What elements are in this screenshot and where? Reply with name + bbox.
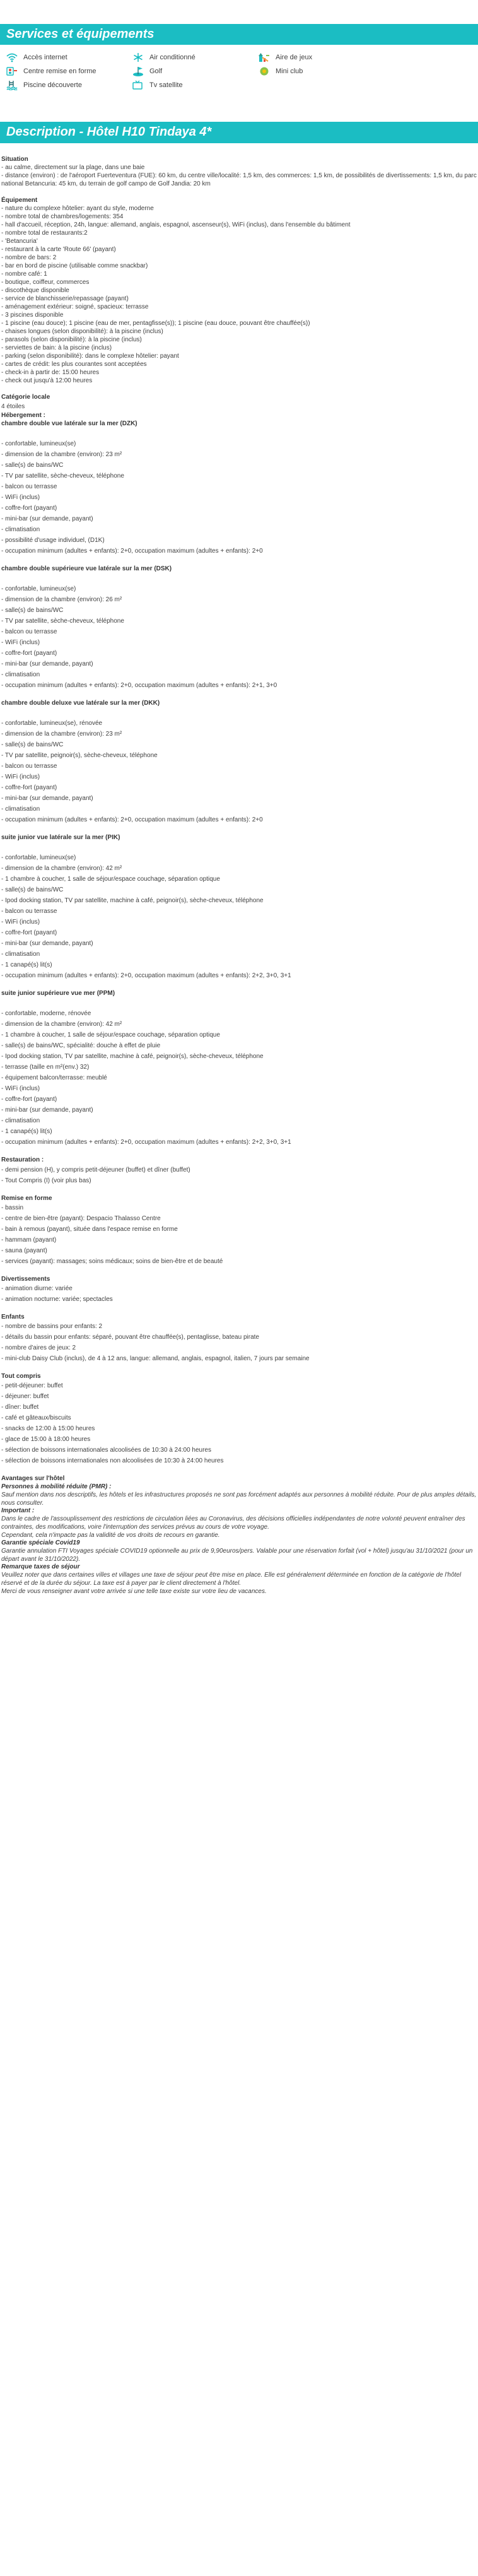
- situation-block: [1, 156, 477, 188]
- list-item: - nombre café: 1: [1, 271, 47, 278]
- list-item: - sauna (payant): [1, 1247, 47, 1254]
- forme-list: [1, 1203, 477, 1267]
- service-label: Piscine découverte: [23, 81, 82, 89]
- divert-title: Divertissements: [1, 1275, 50, 1283]
- room-spacer: [1, 707, 477, 718]
- room-title: chambre double supérieure vue latérale sur la mer (DSK): [1, 565, 172, 572]
- list-item: - 1 canapé(s) lit(s): [1, 1128, 52, 1136]
- description-content: [0, 143, 478, 1596]
- snowflake-icon: [132, 52, 144, 62]
- list-item: - bar en bord de piscine (utilisable comme snackbar): [1, 262, 148, 270]
- list-item: - 3 piscines disponible: [1, 312, 64, 319]
- service-golf: [132, 66, 259, 76]
- forme-title: Remise en forme: [1, 1194, 52, 1202]
- service-tv: [132, 80, 259, 90]
- list-item: - check out jusqu'à 12:00 heures: [1, 377, 93, 385]
- list-item: - dimension de la chambre (environ): 23 m²: [1, 731, 122, 738]
- restauration-block: [1, 1156, 477, 1185]
- list-item: - occupation minimum (adultes + enfants): 2+0, occupation maximum (adultes + enfants): 2+2, 3+0, 3+1: [1, 1139, 291, 1146]
- room-block: [1, 990, 477, 1148]
- list-item: - WiFi (inclus): [1, 493, 40, 501]
- room-spacer: [1, 428, 477, 438]
- room-block: [1, 700, 477, 825]
- service-internet: [6, 52, 132, 62]
- garantie-title: Garantie spéciale Covid19: [1, 1539, 80, 1546]
- service-label: Tv satellite: [149, 81, 183, 89]
- list-item: - salle(s) de bains/WC, spécialité: douche à effet de pluie: [1, 1042, 161, 1050]
- list-item: - coffre-fort (payant): [1, 929, 57, 937]
- service-mini-club: [259, 66, 385, 76]
- golf-icon: [132, 66, 144, 76]
- divert-block: [1, 1276, 477, 1305]
- list-item: - 1 canapé(s) lit(s): [1, 962, 52, 969]
- list-item: - restaurant à la carte 'Route 66' (payant): [1, 246, 116, 254]
- list-item: - coffre-fort (payant): [1, 504, 57, 512]
- list-item: - mini-bar (sur demande, payant): [1, 1107, 93, 1114]
- services-grid: [0, 45, 478, 90]
- hebergement-title: Hébergement :: [1, 412, 46, 420]
- list-item: - dîner: buffet: [1, 1404, 39, 1411]
- list-item: - dimension de la chambre (environ): 42 m²: [1, 1021, 122, 1028]
- list-item: - bain à remous (payant), située dans l'espace remise en forme: [1, 1225, 178, 1233]
- list-item: - mini-bar (sur demande, payant): [1, 940, 93, 948]
- list-item: - climatisation: [1, 806, 40, 813]
- list-item: - détails du bassin pour enfants: séparé, pouvant être chauffée(s), pentaglisse, bateau pirate: [1, 1334, 259, 1341]
- list-item: - nombre de bars: 2: [1, 254, 57, 262]
- list-item: - serviettes de bain: à la piscine (inclus): [1, 344, 112, 352]
- important-title: Important :: [1, 1507, 35, 1514]
- list-item: - coffre-fort (payant): [1, 1096, 57, 1103]
- list-item: - Tout Compris (I) (voir plus bas): [1, 1177, 91, 1184]
- list-item: - dimension de la chambre (environ): 42 m²: [1, 865, 122, 873]
- rooms-list: [1, 420, 477, 1148]
- taxe-text: Merci de vous renseigner avant votre arrivée si une telle taxe existe sur votre lieu de vacances.: [1, 1588, 267, 1596]
- list-item: - mini-bar (sur demande, payant): [1, 515, 93, 522]
- list-item: - confortable, lumineux(se), rénovée: [1, 720, 103, 727]
- list-item: - WiFi (inclus): [1, 638, 40, 646]
- room-spacer: [1, 842, 477, 852]
- restauration-list: [1, 1165, 477, 1186]
- list-item: - boutique, coiffeur, commerces: [1, 279, 90, 286]
- important-text: Dans le cadre de l'assouplissement des restrictions de circulation liées au Coronavirus, des décisions officielles indépendantes de notre volonté peuvent entraîner des contraintes, des modifications, voire l'interruption des services prévus au cours de votre voyage.: [1, 1515, 465, 1531]
- important-text: Cependant, cela n'impacte pas la validité de vos droits de recours en garantie.: [1, 1531, 220, 1539]
- tc-title: Tout compris: [1, 1373, 41, 1380]
- situation-line: - distance (environ) : de l'aéroport Fuerteventura (FUE): 60 km, du centre ville/localité: 1,5 km, des commerces: 1,5 km, de possibilités de divertissements: 1,5 km, du parc national Betancuria: 45 km, du terrain de golf campo de Golf Jandia: 20 km: [1, 172, 477, 187]
- list-item: - balcon ou terrasse: [1, 628, 57, 635]
- list-item: - TV par satellite, peignoir(s), sèche-cheveux, téléphone: [1, 752, 158, 760]
- situation-line: - au calme, directement sur la plage, dans une baie: [1, 163, 145, 171]
- service-label: Air conditionné: [149, 53, 195, 61]
- playground-icon: [259, 52, 270, 62]
- services-header: Services et équipements: [0, 24, 478, 45]
- list-item: - 1 chambre à coucher, 1 salle de séjour/espace couchage, séparation optique: [1, 876, 220, 883]
- list-item: - Ipod docking station, TV par satellite, machine à café, peignoir(s), sèche-cheveux, téléphone: [1, 1053, 264, 1061]
- service-label: Golf: [149, 67, 163, 75]
- list-item: - dimension de la chambre (environ): 23 m²: [1, 450, 122, 458]
- list-item: - coffre-fort (payant): [1, 649, 57, 657]
- avantages-block: [1, 1475, 477, 1596]
- equipement-list: [1, 204, 477, 385]
- list-item: - animation diurne: variée: [1, 1285, 73, 1293]
- list-item: - possibilité d'usage individuel, (D1K): [1, 536, 105, 544]
- satellite-tv-icon: [132, 80, 144, 90]
- list-item: - discothèque disponible: [1, 287, 69, 295]
- categorie-title: Catégorie locale: [1, 394, 50, 401]
- list-item: - service de blanchisserie/repassage (payant): [1, 295, 129, 303]
- list-item: - nature du complexe hôtelier: ayant du style, moderne: [1, 205, 154, 213]
- room-spacer: [1, 997, 477, 1008]
- list-item: - sélection de boissons internationales non alcoolisées de 10:30 à 24:00 heures: [1, 1457, 224, 1465]
- equipement-block: [1, 197, 477, 385]
- categorie-block: [1, 394, 477, 420]
- restauration-title: Restauration :: [1, 1156, 44, 1164]
- list-item: - climatisation: [1, 671, 40, 678]
- list-item: - confortable, lumineux(se): [1, 440, 76, 447]
- room-spacer: [1, 573, 477, 584]
- list-item: - centre de bien-être (payant): Despacio Thalasso Centre: [1, 1214, 161, 1222]
- room-title: chambre double vue latérale sur la mer (DZK): [1, 420, 137, 427]
- pmr-text: Sauf mention dans nos descriptifs, les hôtels et les infrastructures proposés ne sont pas forcément adaptés aux personnes à mobilité réduite. Pour de plus amples détails, nous consulter.: [1, 1491, 477, 1507]
- list-item: - cartes de crédit: les plus courantes sont acceptées: [1, 361, 147, 368]
- forme-block: [1, 1195, 477, 1267]
- list-item: - WiFi (inclus): [1, 773, 40, 781]
- list-item: - petit-déjeuner: buffet: [1, 1382, 63, 1390]
- list-item: - salle(s) de bains/WC: [1, 741, 64, 749]
- list-item: - climatisation: [1, 526, 40, 533]
- categorie-value: 4 étoiles: [1, 403, 25, 411]
- room-block: [1, 420, 477, 556]
- list-item: - coffre-fort (payant): [1, 784, 57, 792]
- room-title: suite junior supérieure vue mer (PPM): [1, 990, 115, 997]
- list-item: - bassin: [1, 1204, 24, 1211]
- service-label: Mini club: [276, 67, 303, 75]
- description-header: Description - Hôtel H10 Tindaya 4*: [0, 122, 478, 143]
- list-item: - occupation minimum (adultes + enfants): 2+0, occupation maximum (adultes + enfants): 2+0: [1, 547, 263, 555]
- list-item: - chaises longues (selon disponibilité): à la piscine (inclus): [1, 328, 163, 336]
- list-item: - nombre total de chambres/logements: 354: [1, 213, 124, 221]
- list-item: - dimension de la chambre (environ): 26 m²: [1, 596, 122, 603]
- fitness-icon: [6, 66, 18, 76]
- list-item: - animation nocturne: variée; spectacles: [1, 1296, 113, 1303]
- equipement-title: Équipement: [1, 196, 38, 204]
- list-item: - glace de 15:00 à 18:00 heures: [1, 1436, 91, 1444]
- list-item: - café et gâteaux/biscuits: [1, 1414, 71, 1422]
- tc-list: [1, 1380, 477, 1466]
- list-item: - déjeuner: buffet: [1, 1393, 49, 1401]
- list-item: - occupation minimum (adultes + enfants): 2+0, occupation maximum (adultes + enfants): 2+1, 3+0: [1, 681, 277, 689]
- service-aircon: [132, 52, 259, 62]
- list-item: - confortable, moderne, rénovée: [1, 1010, 91, 1018]
- list-item: - services (payant): massages; soins médicaux; soins de bien-être et de beauté: [1, 1257, 223, 1265]
- list-item: - TV par satellite, sèche-cheveux, téléphone: [1, 472, 124, 479]
- enfants-block: [1, 1314, 477, 1364]
- list-item: - WiFi (inclus): [1, 1085, 40, 1093]
- list-item: - mini-bar (sur demande, payant): [1, 660, 93, 668]
- mini-club-icon: [259, 66, 270, 76]
- list-item: - mini-bar (sur demande, payant): [1, 795, 93, 803]
- list-item: - sélection de boissons internationales alcoolisées de 10:30 à 24:00 heures: [1, 1447, 211, 1454]
- wifi-icon: [6, 52, 18, 62]
- list-item: - WiFi (inclus): [1, 919, 40, 926]
- divert-list: [1, 1283, 477, 1305]
- top-spacer: [0, 0, 478, 24]
- enfants-title: Enfants: [1, 1314, 25, 1321]
- list-item: - parking (selon disponibilité): dans le complexe hôtelier: payant: [1, 353, 179, 360]
- service-pool: [6, 80, 132, 90]
- list-item: - snacks de 12:00 à 15:00 heures: [1, 1425, 95, 1433]
- list-item: - climatisation: [1, 1117, 40, 1125]
- taxe-text: Veuillez noter que dans certaines villes et villages une taxe de séjour peut être mise en place. Elle est généralement déterminée en fonction de la catégorie de l'hôtel réservé et de la durée du séjour. La taxe est à payer par le client directement à l'hôtel.: [1, 1572, 462, 1587]
- pmr-title: Personnes à mobilité réduite (PMR) :: [1, 1483, 112, 1490]
- list-item: - climatisation: [1, 951, 40, 958]
- service-label: Centre remise en forme: [23, 67, 96, 75]
- list-item: - occupation minimum (adultes + enfants): 2+0, occupation maximum (adultes + enfants): 2+0: [1, 816, 263, 824]
- list-item: - 'Betancuria': [1, 238, 38, 245]
- list-item: - TV par satellite, sèche-cheveux, téléphone: [1, 617, 124, 625]
- service-label: Aire de jeux: [276, 53, 313, 61]
- list-item: - occupation minimum (adultes + enfants): 2+0, occupation maximum (adultes + enfants): 2+2, 3+0, 3+1: [1, 972, 291, 980]
- list-item: - mini-club Daisy Club (inclus), de 4 à 12 ans, langue: allemand, anglais, espagnol, italien, 7 jours par semaine: [1, 1355, 310, 1363]
- list-item: - balcon ou terrasse: [1, 763, 57, 770]
- list-item: - demi pension (H), y compris petit-déjeuner (buffet) et dîner (buffet): [1, 1166, 190, 1173]
- service-label: Accès internet: [23, 53, 67, 61]
- list-item: - check-in à partir de: 15:00 heures: [1, 369, 100, 377]
- list-item: - 1 chambre à coucher, 1 salle de séjour/espace couchage, séparation optique: [1, 1032, 220, 1039]
- list-item: - parasols (selon disponibilité): à la piscine (inclus): [1, 336, 142, 344]
- list-item: - nombre d'aires de jeux: 2: [1, 1344, 76, 1352]
- list-item: - salle(s) de bains/WC: [1, 606, 64, 614]
- list-item: - nombre total de restaurants:2: [1, 230, 88, 237]
- situation-title: Situation: [1, 155, 28, 163]
- pool-icon: [6, 80, 18, 90]
- tc-block: [1, 1373, 477, 1466]
- avantages-title: Avantages sur l'hôtel: [1, 1475, 65, 1483]
- room-title: suite junior vue latérale sur la mer (PIK): [1, 834, 120, 842]
- service-playground: [259, 52, 385, 62]
- list-item: - salle(s) de bains/WC: [1, 886, 64, 894]
- list-item: - aménagement extérieur: soigné, spacieux: terrasse: [1, 303, 149, 311]
- room-title: chambre double deluxe vue latérale sur la mer (DKK): [1, 699, 160, 707]
- room-block: [1, 834, 477, 981]
- list-item: - nombre de bassins pour enfants: 2: [1, 1323, 103, 1331]
- list-item: - balcon ou terrasse: [1, 908, 57, 915]
- garantie-text: Garantie annulation FTI Voyages spéciale COVID19 optionnelle au prix de 9,90euros/pers. Valable pour une réservation forfait (vol + hôtel) jusqu'au 31/10/2021 (pour un départ avant le 31/10/2022).: [1, 1548, 473, 1563]
- list-item: - confortable, lumineux(se): [1, 585, 76, 592]
- service-fitness: [6, 66, 132, 76]
- list-item: - confortable, lumineux(se): [1, 854, 76, 862]
- list-item: - hammam (payant): [1, 1236, 57, 1244]
- list-item: - 1 piscine (eau douce); 1 piscine (eau de mer, pentagfisse(s)); 1 piscine (eau douce, pouvant être chauffée(s)): [1, 320, 310, 327]
- list-item: - terrasse (taille en m²(env.) 32): [1, 1064, 90, 1071]
- list-item: - balcon ou terrasse: [1, 483, 57, 490]
- enfants-list: [1, 1321, 477, 1364]
- list-item: - équipement balcon/terrasse: meublé: [1, 1074, 107, 1082]
- list-item: - salle(s) de bains/WC: [1, 461, 64, 469]
- room-block: [1, 565, 477, 691]
- list-item: - hall d'accueil, réception, 24h, langue: allemand, anglais, espagnol, ascenseur(s), WiFi (inclus), dans l'ensemble du bâtiment: [1, 221, 351, 229]
- section-spacer: [0, 90, 478, 122]
- list-item: - Ipod docking station, TV par satellite, machine à café, peignoir(s), sèche-cheveux, téléphone: [1, 897, 264, 905]
- taxe-title: Remarque taxes de séjour: [1, 1563, 80, 1571]
